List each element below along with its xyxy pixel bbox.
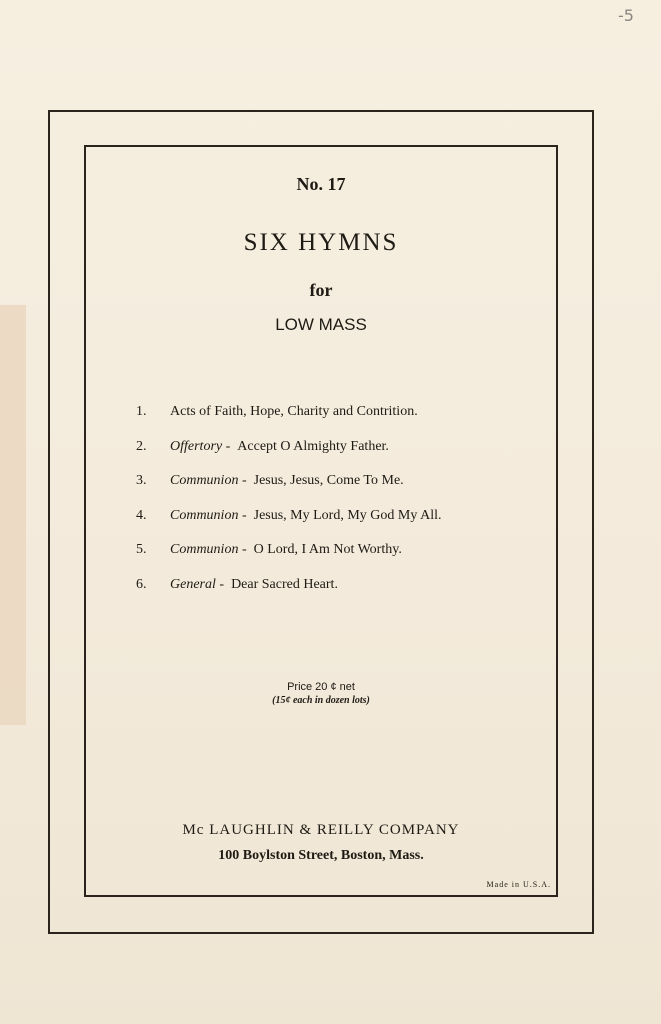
hymn-item (136, 577, 441, 612)
hymn-number: 5. (136, 542, 147, 557)
hymn-title: Dear Sacred Heart. (231, 576, 338, 592)
hymn-category: Offertory (170, 438, 223, 454)
hymn-number: 1. (136, 404, 147, 419)
hymn-list (136, 404, 441, 611)
hymn-separator: - (241, 473, 247, 488)
hymn-item (136, 404, 441, 439)
hymn-item (136, 439, 441, 474)
hymn-category: General (170, 576, 216, 592)
hymn-title: Acts of Faith, Hope, Charity and Contrition. (170, 404, 418, 419)
page-title: SIX HYMNS (243, 229, 399, 256)
hymn-number: 2. (136, 438, 147, 454)
hymn-category: Communion (170, 542, 239, 557)
hymn-number: 3. (136, 473, 147, 488)
price-block (84, 680, 558, 708)
paper-stain (0, 305, 26, 725)
hymn-number: 6. (136, 576, 147, 592)
publisher-name: Mc LAUGHLIN & REILLY COMPANY (182, 822, 460, 838)
hymn-category: Communion (170, 473, 239, 488)
price-text: Price 20 ¢ net (287, 681, 355, 693)
for-label: for (309, 280, 333, 300)
collection-number: No. 17 (296, 174, 346, 194)
hymn-category: Communion (170, 507, 239, 523)
hymn-title: Accept O Almighty Father. (237, 438, 389, 454)
hymn-title: Jesus, Jesus, Come To Me. (253, 473, 404, 488)
hymn-title: O Lord, I Am Not Worthy. (253, 542, 402, 557)
hymn-number: 4. (136, 507, 147, 523)
publisher-address: 100 Boylston Street, Boston, Mass. (218, 848, 424, 863)
pencil-mark: -5 (618, 6, 634, 25)
hymn-title: Jesus, My Lord, My God My All. (253, 507, 442, 523)
hymn-separator: - (225, 438, 231, 454)
price-note: (15¢ each in dozen lots) (272, 695, 370, 706)
hymn-item (136, 542, 441, 577)
hymn-separator: - (219, 576, 225, 592)
subtitle: LOW MASS (275, 315, 367, 334)
hymn-separator: - (241, 542, 247, 557)
hymn-item (136, 508, 441, 543)
hymn-item (136, 473, 441, 508)
hymn-separator: - (241, 507, 247, 523)
made-in-label: Made in U.S.A. (486, 880, 551, 889)
